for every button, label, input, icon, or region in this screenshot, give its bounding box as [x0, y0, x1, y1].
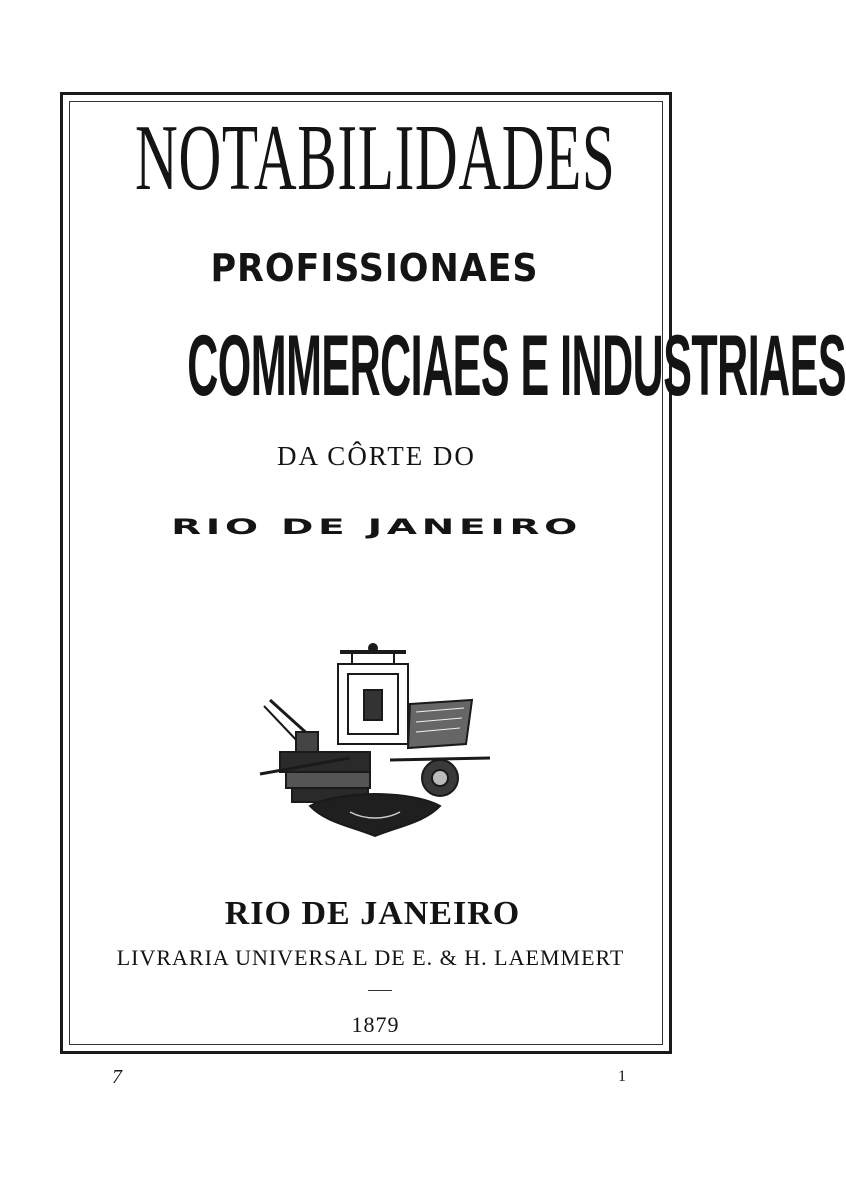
title-main: NOTABILIDADES: [135, 106, 616, 210]
imprint-publisher: LIVRARIA UNIVERSAL DE E. & H. LAEMMERT: [116, 945, 625, 970]
sheet-number: 1: [618, 1068, 626, 1085]
title-subtitle-1: PROFISSIONAES: [210, 246, 539, 290]
title-city: RIO DE JANEIRO: [171, 514, 582, 540]
title-subtitle-2: COMMERCIAES E INDUSTRIAES: [187, 318, 846, 414]
printing-press-books-vignette-icon: [240, 640, 510, 840]
imprint-rule: [368, 990, 392, 991]
imprint-place: RIO DE JANEIRO: [224, 895, 521, 932]
signature-mark: 7: [112, 1066, 122, 1088]
title-subtitle-3: DA CÔRTE DO: [277, 441, 476, 471]
imprint-year: 1879: [351, 1012, 400, 1037]
